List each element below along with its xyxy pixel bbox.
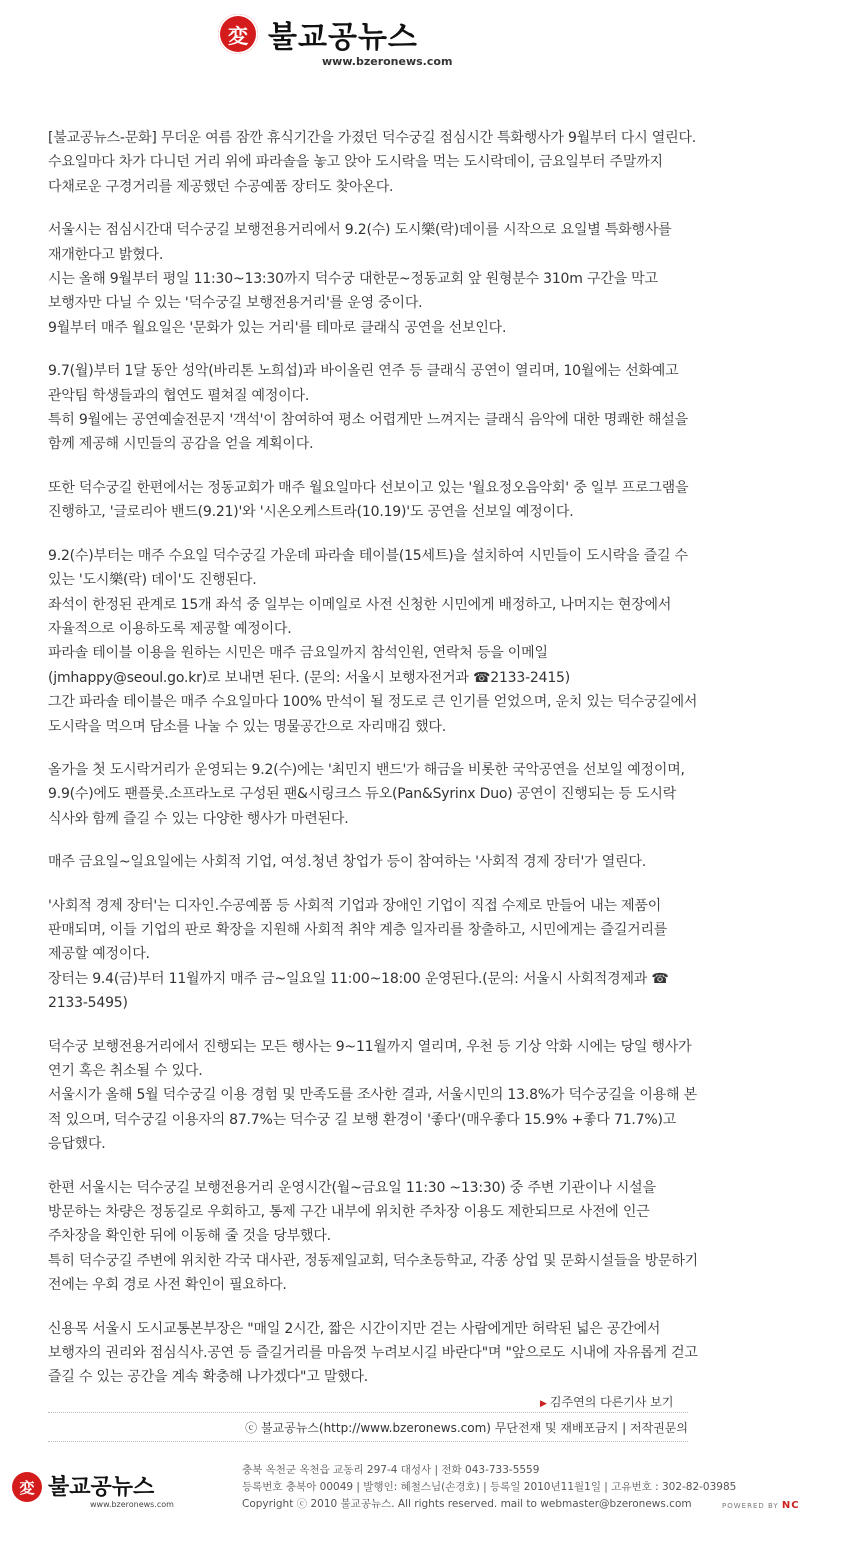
seal-icon: 変 (12, 1472, 42, 1502)
copyright-notice: ⓒ 불교공뉴스(http://www.bzeronews.com) 무단전재 및 재배포금지 | 저작권문의 (245, 1421, 688, 1435)
seal-icon: 変 (218, 14, 258, 54)
logo-text: 불교공뉴스 (268, 20, 418, 55)
footer-logo-url: www.bzeronews.com (90, 1500, 174, 1509)
article-paragraph: 한편 서울시는 덕수궁길 보행전용거리 운영시간(월~금요일 11:30 ~13:30) 중 주변 기관이나 시설을 방문하는 차량은 정동길로 우회하고, 통제 구간 내부에 위치한 주차장 이용도 제한되므로 사전에 인근 주차장을 확인한 뒤에 이동해 줄 것을 당부했다. 특히 덕수궁길 주변에 위치한 각국 대사관, 정동제일교회, 덕수초등학교, 각종 상업 및 문화시설들을 방문하기 전에는 우회 경로 사전 확인이 필요하다. (48, 1179, 699, 1294)
article-paragraph: 또한 덕수궁길 한편에서는 정동교회가 매주 월요일마다 선보이고 있는 '월요정오음악회' 중 일부 프로그램을 진행하고, '글로리아 밴드(9.21)'와 '시온오케스트라(10.19)'도 공연을 선보일 예정이다. (48, 479, 689, 521)
arrow-right-icon: ▶ (540, 1399, 547, 1409)
divider (48, 1441, 688, 1442)
article-paragraph: 9.7(월)부터 1달 동안 성악(바리톤 노희섭)과 바이올린 연주 등 클래식 공연이 열리며, 10월에는 선화예고 관악팀 학생들과의 협연도 펼쳐질 예정이다. 특히 9월에는 공연예술전문지 '객석'이 참여하여 평소 어렵게만 느껴지는 클래식 음악에 대한 명쾌한 해설을 함께 제공해 시민들의 공감을 얻을 계획이다. (48, 363, 688, 453)
footer-logo[interactable] (12, 1470, 182, 1510)
article-paragraph: 올가을 첫 도시락거리가 운영되는 9.2(수)에는 '최민지 밴드'가 해금을 비롯한 국악공연을 선보일 예정이며, 9.9(수)에도 팬플룻.소프라노로 구성된 팬&시링크스 듀오(Pan&Syrinx Duo) 공연이 진행되는 등 도시락 식사와 함께 즐길 수 있는 다양한 행사가 마련된다. (48, 761, 685, 827)
site-header (0, 0, 852, 80)
author-other-articles-link[interactable] (540, 1393, 673, 1410)
logo-url: www.bzeronews.com (322, 55, 453, 68)
related-link-label: 김주연의 다른기사 보기 (549, 1395, 674, 1409)
article-paragraph: [불교공뉴스-문화] 무더운 여름 잠깐 휴식기간을 가졌던 덕수궁길 점심시간 특화행사가 9월부터 다시 열린다. 수요일마다 차가 다니던 거리 위에 파라솔을 놓고 앉아 도시락을 먹는 도시락데이, 금요일부터 주말까지 다채로운 구경거리를 제공했던 수공예품 장터도 찾아온다. (48, 130, 697, 195)
divider (48, 1412, 688, 1413)
article-paragraph: '사회적 경제 장터'는 디자인.수공예품 등 사회적 기업과 장애인 기업이 직접 수제로 만들어 내는 제품이 판매되며, 이들 기업의 판로 확장을 지원해 사회적 취약 계층 일자리를 창출하고, 시민에게는 즐길거리를 제공할 예정이다. 장터는 9.4(금)부터 11월까지 매주 금~일요일 11:00~18:00 운영된다.(문의: 서울시 사회적경제과 ☎ 2133-5495) (48, 897, 669, 1012)
article-paragraph: 9.2(수)부터는 매주 수요일 덕수궁길 가운데 파라솔 테이블(15세트)을 설치하여 시민들이 도시락을 즐길 수 있는 '도시樂(락) 데이'도 진행된다. 좌석이 한정된 관계로 15개 좌석 중 일부는 이메일로 사전 신청한 시민에게 배정하고, 나머지는 현장에서 자율적으로 이용하도록 제공할 예정이다. 파라솔 테이블 이용을 원하는 시민은 매주 금요일까지 참석인원, 연락처 등을 이메일 (jmhappy@seoul.go.kr)로 보내면 된다. (문의: 서울시 보행자전거과 ☎2133-2415) 그간 파라솔 테이블은 매주 수요일마다 100% 만석이 될 정도로 큰 인기를 얻었으며, 운치 있는 덕수궁길에서 도시락을 먹으며 담소를 나눌 수 있는 명물공간으로 자리매김 했다. (48, 547, 698, 735)
article-body (48, 126, 698, 1409)
footer-logo-text: 불교공뉴스 (48, 1475, 155, 1500)
article-paragraph: 매주 금요일~일요일에는 사회적 기업, 여성.청년 창업가 등이 참여하는 '사회적 경제 장터'가 열린다. (48, 854, 646, 871)
article-paragraph: 덕수궁 보행전용거리에서 진행되는 모든 행사는 9~11월까지 열리며, 우천 등 기상 악화 시에는 당일 행사가 연기 혹은 취소될 수 있다. 서울시가 올해 5월 덕수궁길 이용 경험 및 만족도를 조사한 결과, 서울시민의 13.8%가 덕수궁길을 이용해 본 적 있으며, 덕수궁길 이용자의 87.7%는 덕수궁 길 보행 환경이 '좋다'(매우좋다 15.9% +좋다 71.7%)고 응답했다. (48, 1038, 697, 1153)
site-logo[interactable] (218, 10, 488, 72)
article-paragraph: 서울시는 점심시간대 덕수궁길 보행전용거리에서 9.2(수) 도시樂(락)데이를 시작으로 요일별 특화행사를 재개한다고 밝혔다. 시는 올해 9월부터 평일 11:30~13:30까지 덕수궁 대한문~정동교회 앞 원형분수 310m 구간을 막고 보행자만 다닐 수 있는 '덕수궁길 보행전용거리'를 운영 중이다. 9월부터 매주 월요일은 '문화가 있는 거리'를 테마로 클래식 공연을 선보인다. (48, 222, 672, 336)
powered-by-label: POWERED BY (722, 1502, 779, 1510)
article-paragraph: 신용목 서울시 도시교통본부장은 "매일 2시간, 짧은 시간이지만 걷는 사람에게만 허락된 넓은 공간에서 보행자의 권리와 점심식사.공연 등 즐길거리를 마음껏 누려보시길 바란다"며 "앞으로도 시내에 자유롭게 걷고 즐길 수 있는 공간을 계속 확충해 나가겠다"고 말했다. (48, 1320, 698, 1386)
nc-logo-icon: NC (781, 1500, 800, 1511)
footer-info (242, 1462, 736, 1513)
footer-address: 충북 옥천군 옥천읍 교동리 297-4 대성사 | 전화 043-733-5559 (242, 1464, 540, 1476)
powered-by-badge (722, 1500, 800, 1511)
footer-copyright: Copyright ⓒ 2010 불교공뉴스. All rights reserved. mail to webmaster@bzeronews.com (242, 1498, 692, 1510)
footer-registration: 등록번호 충북아 00049 | 발행인: 혜철스님(손경호) | 등록일 2010년11월1일 | 고유번호 : 302-82-03985 (242, 1481, 737, 1493)
